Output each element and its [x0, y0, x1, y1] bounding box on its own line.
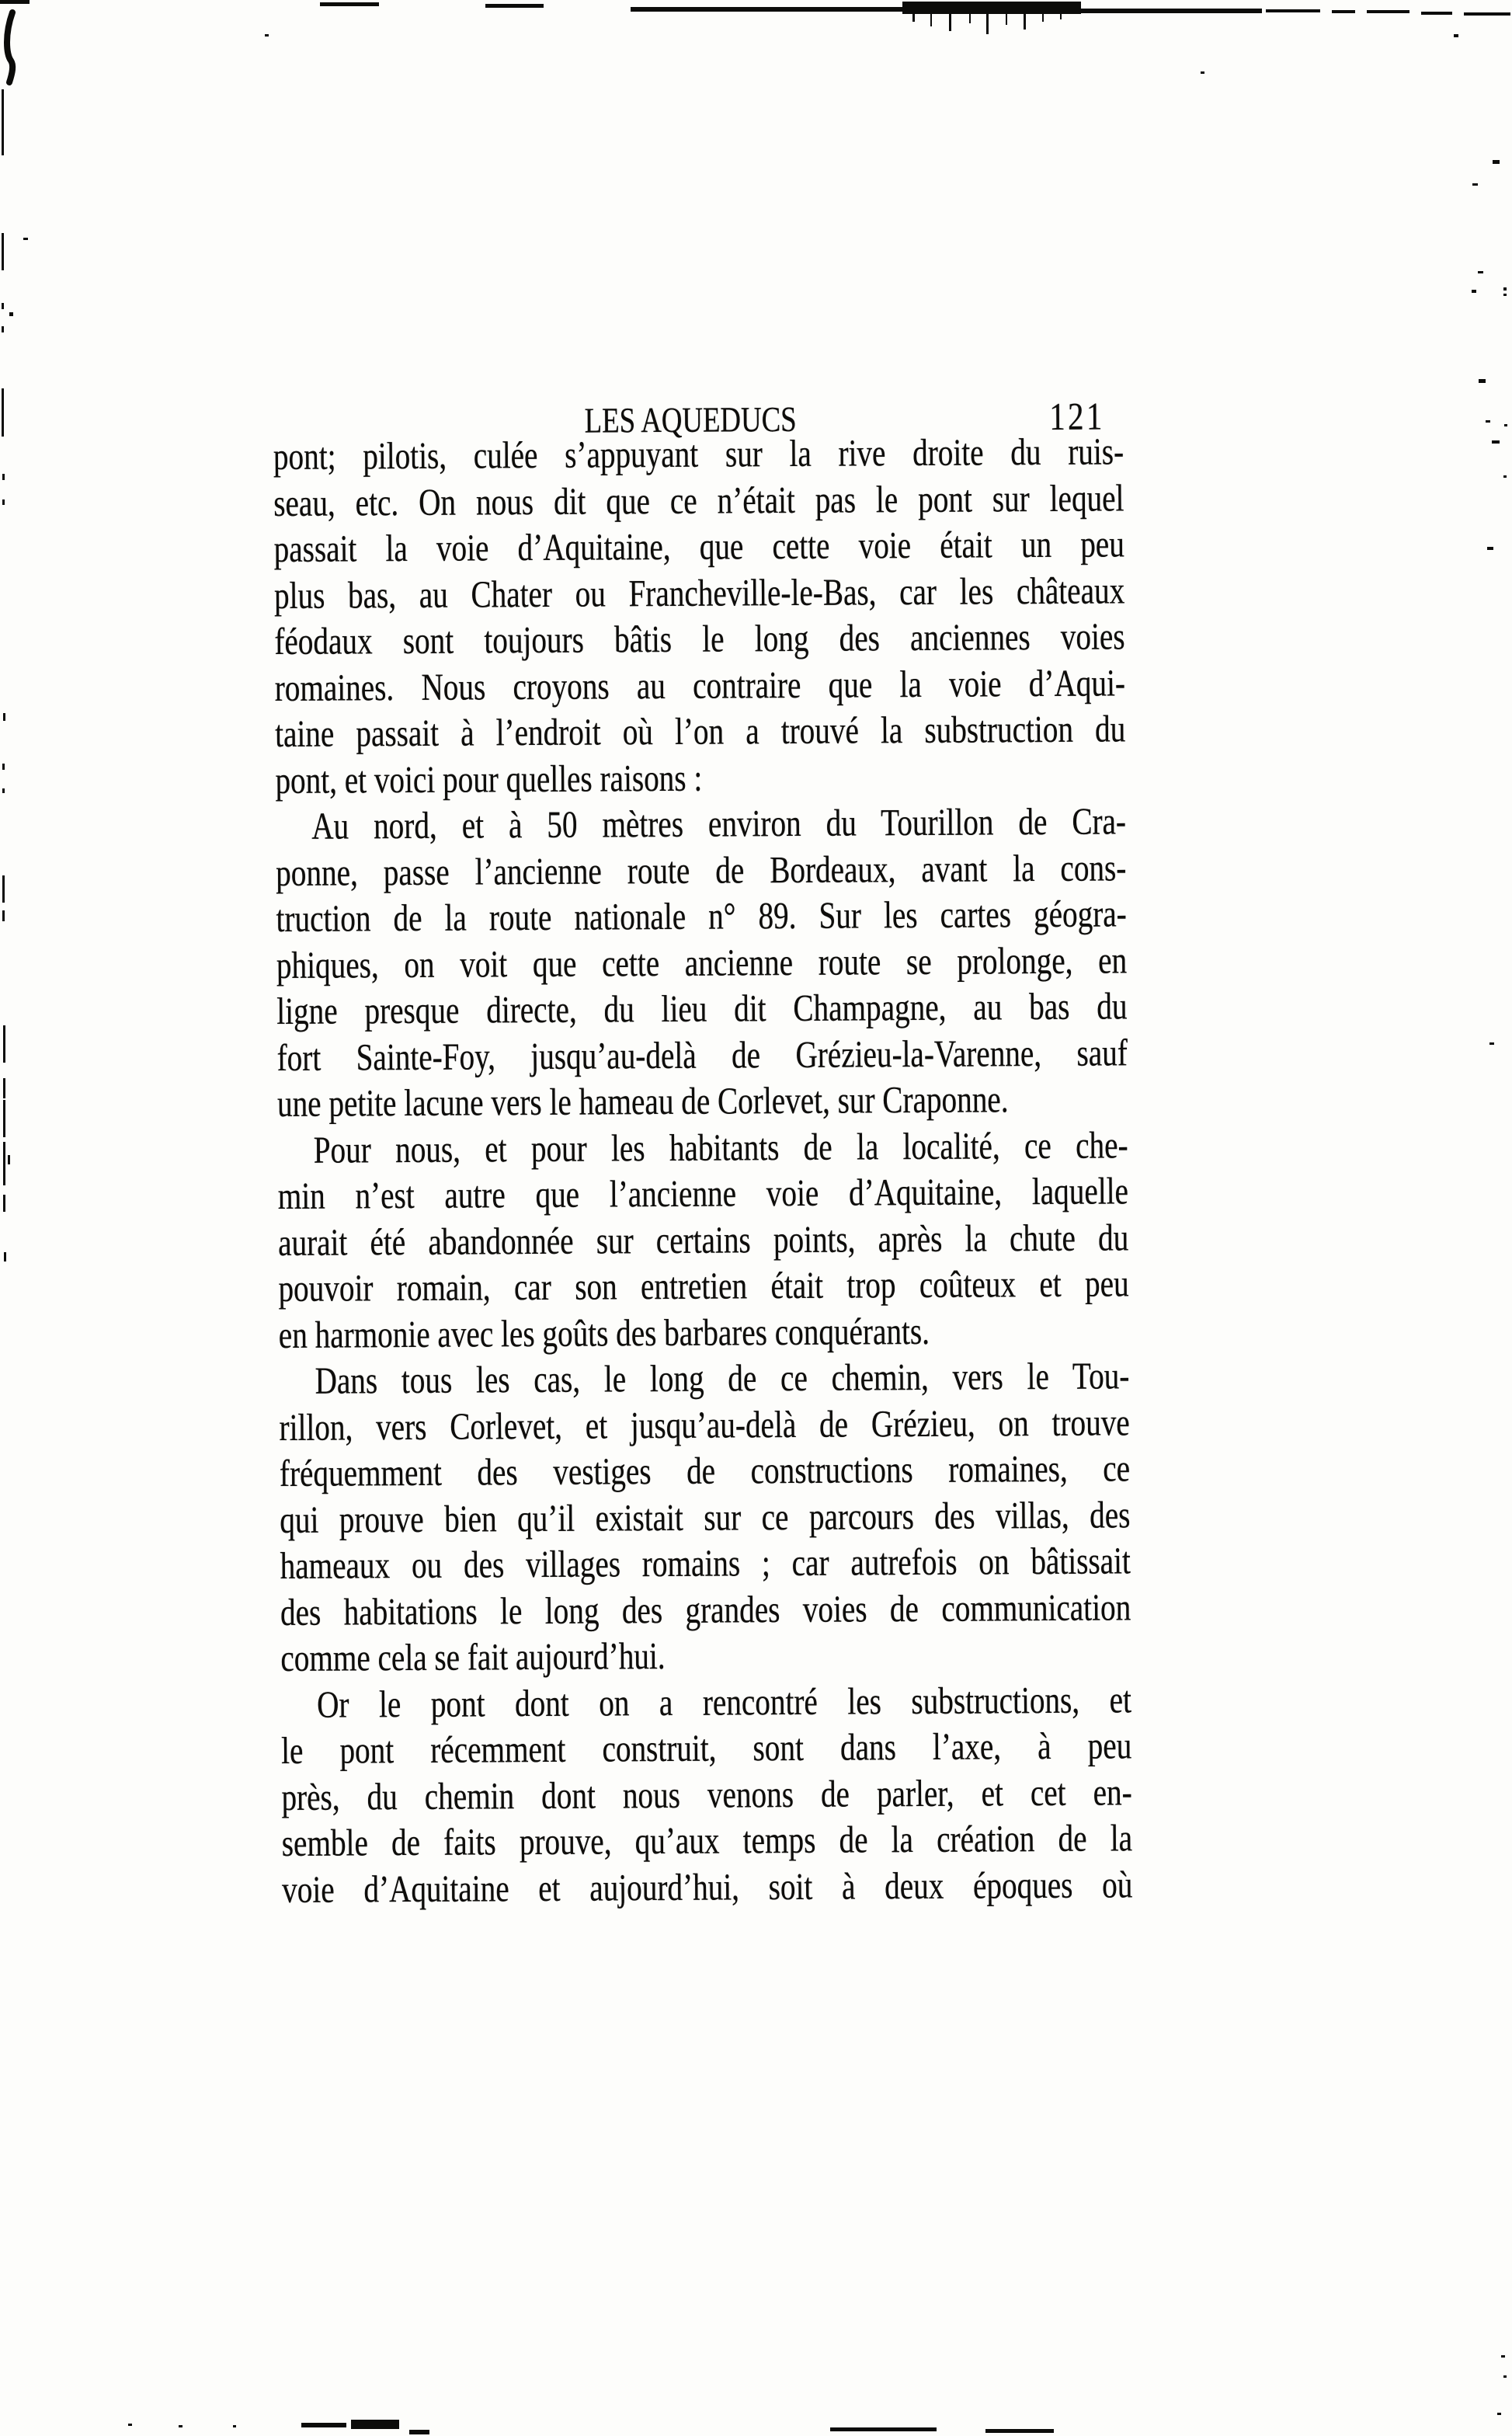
- text-line: aurait été abandonnée sur certains points, après la chute du: [277, 1215, 1129, 1264]
- text-line: des habitations le long des grandes voies de communication: [280, 1585, 1131, 1634]
- text-line: Au nord, et à 50 mètres environ du Tourillon de Cra-: [311, 799, 1127, 847]
- text-line: féodaux sont toujours bâtis le long des anciennes voies: [274, 614, 1125, 663]
- text-line: fort Sainte-Foy, jusqu’au-delà de Grézieu-la-Varenne, sauf: [276, 1030, 1128, 1079]
- page-title: LES AQUEDUCS: [584, 398, 797, 440]
- text-line: en harmonie avec les goûts des barbares conquérants.: [278, 1309, 930, 1356]
- text-line: seau, etc. On nous dit que ce n’était pas le pont sur lequel: [273, 475, 1124, 524]
- paragraph: [277, 1122, 1129, 1358]
- text-line: min n’est autre que l’ancienne voie d’Aquitaine, laquelle: [277, 1169, 1129, 1218]
- text-line: pont, et voici pour quelles raisons :: [275, 756, 703, 802]
- text-line: semble de faits prouve, qu’aux temps de la création de la: [281, 1816, 1133, 1865]
- text-line: le pont récemment construit, sont dans l’axe, à peu: [280, 1724, 1132, 1773]
- paragraph: [279, 1352, 1131, 1681]
- page-number: 121: [1049, 394, 1105, 438]
- text-line: pouvoir romain, car son entretien était trop coûteux et peu: [278, 1262, 1129, 1310]
- text-line: comme cela se fait aujourd’hui.: [280, 1634, 666, 1680]
- text-line: plus bas, au Chater ou Francheville-le-Bas, car les châteaux: [273, 568, 1125, 617]
- text-line: rillon, vers Corlevet, et jusqu’au-delà de Grézieu, on trouve: [279, 1400, 1130, 1449]
- text-line: qui prouve bien qu’il existait sur ce parcours des villas, des: [280, 1492, 1131, 1541]
- text-line: taine passait à l’endroit où l’on a trouvé la substruction du: [274, 707, 1126, 756]
- text-line: hameaux ou des villages romains ; car autrefois on bâtissait: [280, 1539, 1131, 1588]
- text-line: voie d’Aquitaine et aujourd’hui, soit à deux époques où: [282, 1862, 1133, 1911]
- text-line: Or le pont dont on a rencontré les substructions, et: [316, 1677, 1132, 1726]
- text-line: fréquemment des vestiges de constructions romaines, ce: [279, 1446, 1131, 1495]
- text-line: Pour nous, et pour les habitants de la localité, ce che-: [313, 1122, 1128, 1171]
- text-line: passait la voie d’Aquitaine, que cette voie était un peu: [273, 522, 1124, 571]
- text-line: romaines. Nous croyons au contraire que la voie d’Aqui-: [274, 660, 1126, 709]
- text-line: près, du chemin dont nous venons de parler, et cet en-: [281, 1770, 1132, 1818]
- text-line: phiques, on voit que cette ancienne route se prolonge, en: [276, 938, 1128, 987]
- text-line: ligne presque directe, du lieu dit Champagne, au bas du: [276, 984, 1128, 1033]
- paragraph: [276, 798, 1128, 1126]
- body-text: [273, 428, 1133, 1912]
- text-line: Dans tous les cas, le long de ce chemin, vers le Tou-: [315, 1354, 1130, 1402]
- text-line: pont; pilotis, culée s’appuyant sur la rive droite du ruis-: [273, 430, 1124, 478]
- paragraph: [281, 1676, 1133, 1912]
- paragraph: [273, 428, 1126, 803]
- text-line: ponne, passe l’ancienne route de Bordeaux, avant la cons-: [276, 845, 1127, 894]
- text-line: truction de la route nationale n° 89. Sur les cartes géogra-: [276, 892, 1127, 941]
- text-line: une petite lacune vers le hameau de Corlevet, sur Craponne.: [276, 1077, 1009, 1126]
